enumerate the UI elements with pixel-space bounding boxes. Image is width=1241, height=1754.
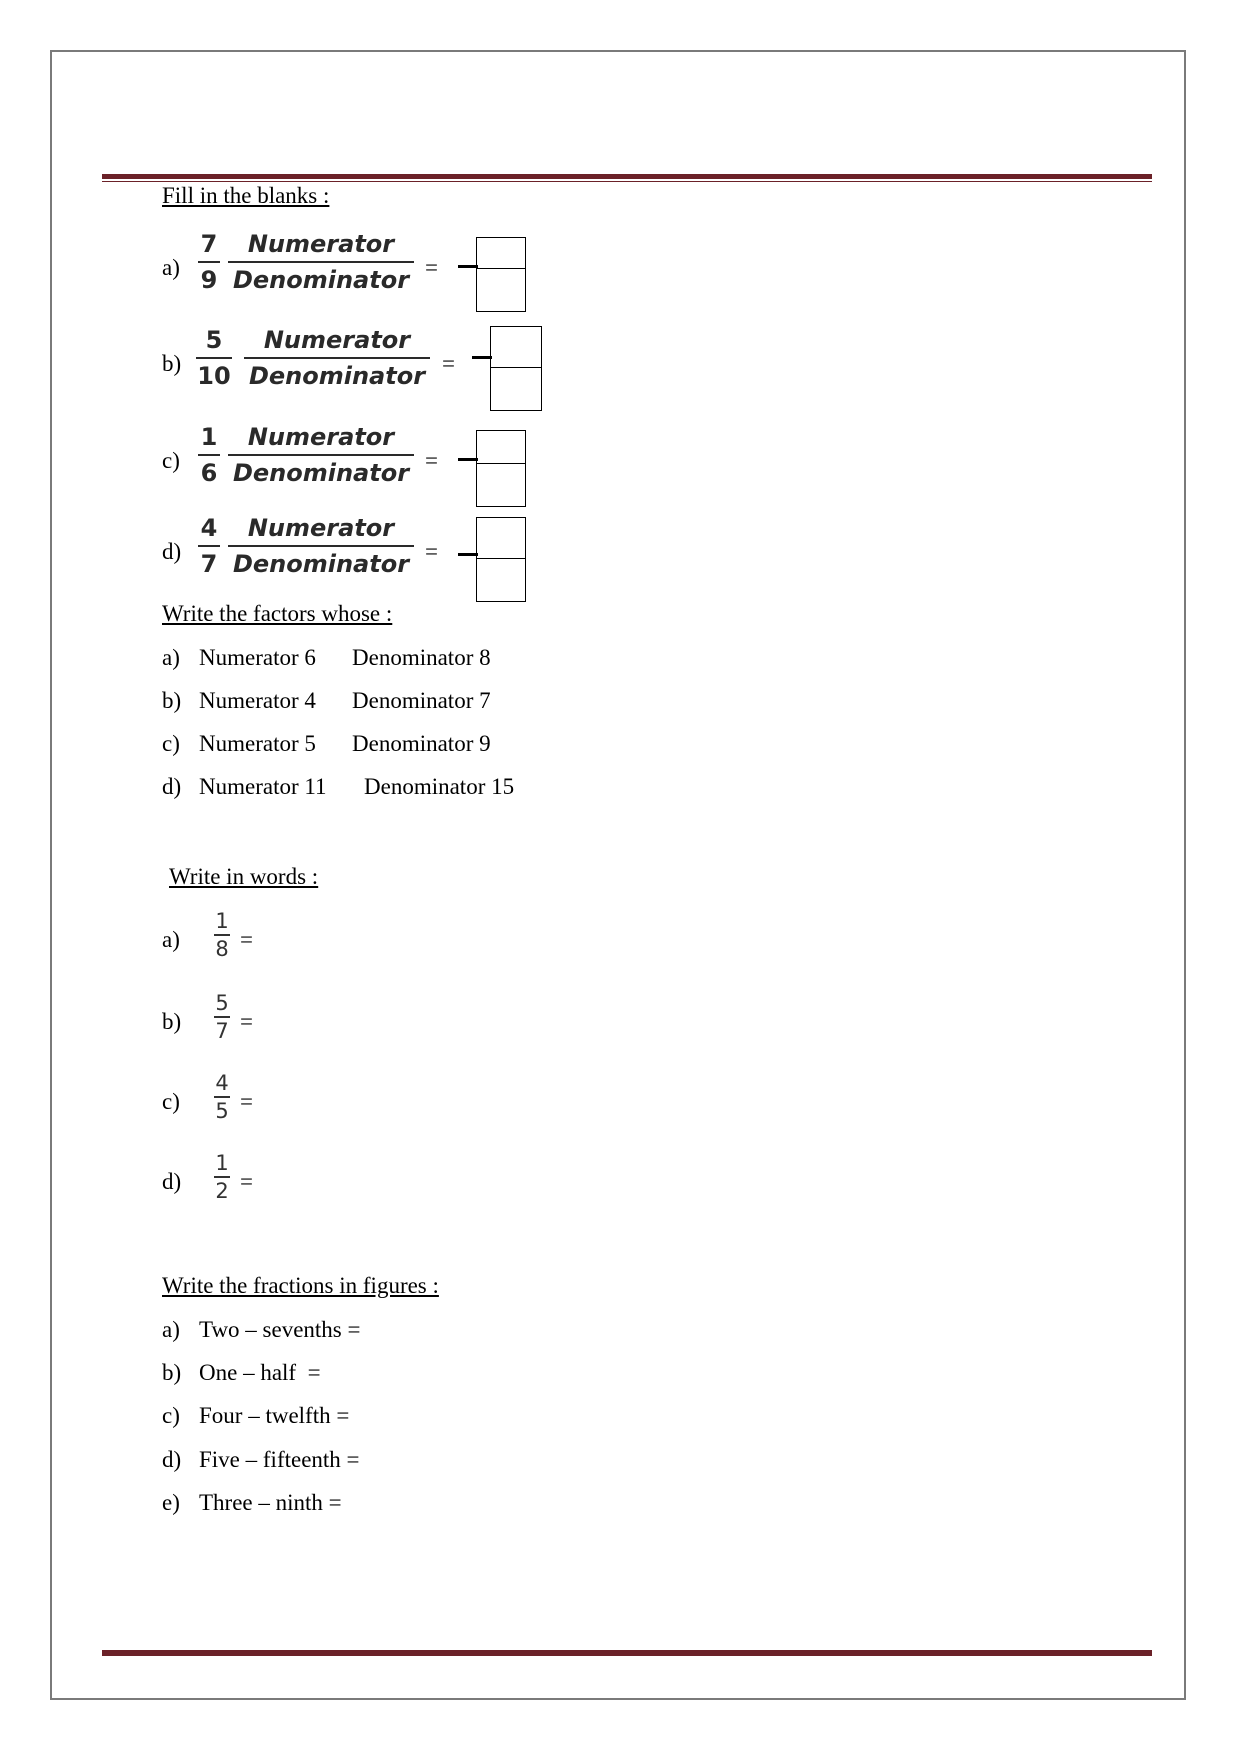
factor-numerator: Numerator 4 (199, 688, 316, 713)
figures-item-text: Two – sevenths = (199, 1317, 361, 1342)
word-fraction: 5 7 (215, 991, 229, 1043)
word-fraction: 4 5 (215, 1071, 229, 1123)
fill-blanks-heading: Fill in the blanks : (162, 183, 330, 208)
item-letter: d) (162, 1447, 182, 1472)
words-heading: Write in words : (169, 864, 319, 889)
item-letter: a) (162, 1317, 180, 1342)
equals-sign: = (240, 1009, 253, 1034)
item-letter: d) (162, 539, 182, 564)
equals-sign: = (425, 539, 438, 564)
item-letter: a) (162, 927, 180, 952)
given-fraction: 4 7 (198, 511, 220, 581)
fill-blank-item (162, 418, 562, 508)
factors-heading: Write the factors whose : (162, 601, 393, 626)
item-letter: a) (162, 255, 180, 280)
factor-numerator: Numerator 11 (199, 774, 327, 799)
given-fraction: 1 6 (198, 420, 220, 490)
item-letter: c) (162, 1089, 180, 1114)
figures-item-text: Four – twelfth = (199, 1403, 350, 1428)
word-fraction: 1 8 (215, 909, 229, 961)
figures-item-text: One – half = (199, 1360, 321, 1385)
factor-denominator: Denominator 9 (352, 731, 491, 756)
header-rule (102, 174, 1152, 182)
label-fraction: Numerator Denominator (244, 323, 430, 393)
item-letter: c) (162, 1403, 180, 1428)
footer-rule (102, 1650, 1152, 1658)
factor-denominator: Denominator 15 (364, 774, 515, 799)
fill-blank-item (162, 509, 562, 599)
equals-sign: = (240, 927, 253, 952)
equals-sign: = (240, 1169, 253, 1194)
equals-sign: = (442, 351, 455, 376)
equals-sign: = (240, 1089, 253, 1114)
item-letter: d) (162, 774, 182, 799)
item-letter: b) (162, 1360, 182, 1385)
item-letter: b) (162, 1009, 182, 1034)
fill-blank-item (162, 225, 562, 315)
word-fraction: 1 2 (215, 1151, 229, 1203)
item-letter: b) (162, 351, 182, 376)
factor-denominator: Denominator 7 (352, 688, 491, 713)
label-fraction: Numerator Denominator (228, 511, 414, 581)
item-letter: a) (162, 645, 180, 670)
factor-numerator: Numerator 5 (199, 731, 316, 756)
item-letter: b) (162, 688, 182, 713)
item-letter: c) (162, 731, 180, 756)
equals-sign: = (425, 448, 438, 473)
factor-denominator: Denominator 8 (352, 645, 491, 670)
equals-sign: = (425, 255, 438, 280)
label-fraction: Numerator Denominator (228, 420, 414, 490)
item-letter: d) (162, 1169, 182, 1194)
label-fraction: Numerator Denominator (228, 227, 414, 297)
given-fraction: 5 10 (197, 326, 231, 390)
fill-blank-item (162, 321, 562, 411)
item-letter: c) (162, 448, 180, 473)
given-fraction: 7 9 (198, 227, 220, 297)
factor-numerator: Numerator 6 (199, 645, 316, 670)
figures-item-text: Three – ninth = (199, 1490, 342, 1515)
item-letter: e) (162, 1490, 180, 1515)
figures-item-text: Five – fifteenth = (199, 1447, 360, 1472)
figures-heading: Write the fractions in figures : (162, 1273, 439, 1298)
